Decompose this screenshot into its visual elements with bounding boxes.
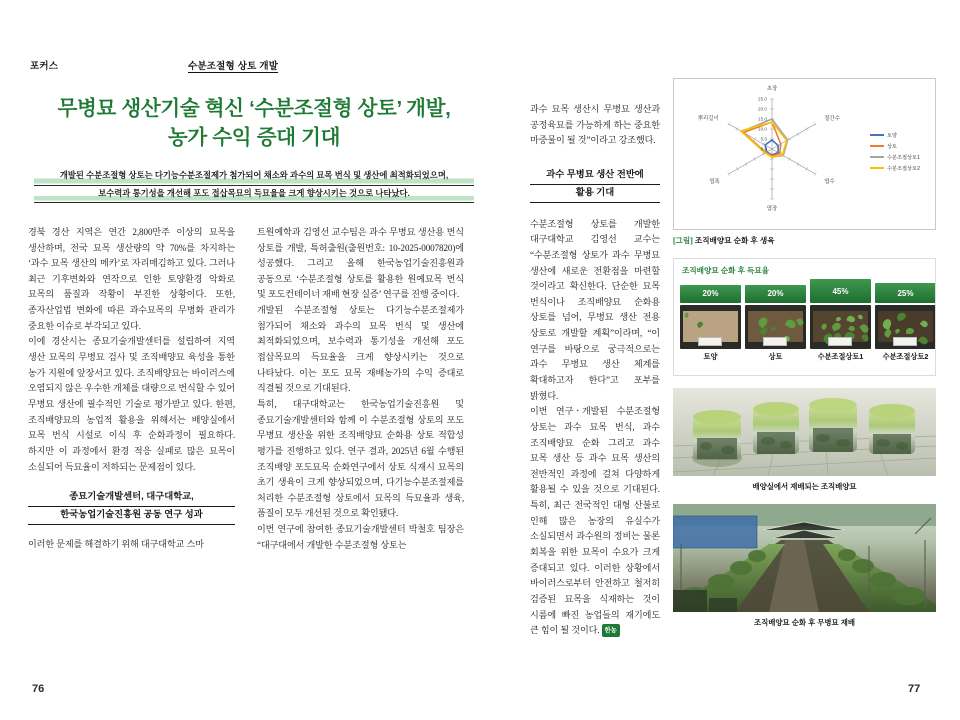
right-text-column	[530, 102, 660, 639]
page-left	[28, 78, 480, 658]
bar-cell	[810, 281, 871, 362]
paragraph: 특히, 대구대학교는 한국농업기술진흥원 및 종묘기술개발센터와 함께 이 수분조절형 상토의 포도 무병묘 생산을 위한 조직배양묘 순화용 상토 적합성 평가를 진행하고 있다. 연구 결과, 2025년 6월 수행된 조직배양 포도묘목 순화연구에서 상토 식재시 묘목의 초기 생육이 크게 향상되었으며, 다기능수분조절제를 처리한 수분조절형 상토에서 묘목의 득묘율과 생육, 품질이 모두 개선된 것으로 확인됐다.	[257, 398, 464, 519]
bar-cell-label: 수분조절상토1	[817, 352, 864, 361]
svg-text:엽수: 엽수	[824, 179, 835, 185]
headline-line-1: 무병묘 생산기술 혁신 ‘수분조절형 상토’ 개발,	[57, 97, 451, 120]
bar-cell-label: 수분조절상토2	[882, 351, 929, 361]
paragraph: 경북 경산 지역은 연간 2,800만주 이상의 묘목을 생산하며, 전국 묘목 생산량의 약 70%를 차지하는 ‘과수 묘목 생산의 메카’로 자리매김하고 있다. 그러나 최근 기후변화와 연작으로 인한 토양환경 악화로 묘목의 품질과 작황이 부진한 상황이다. 또한, 종자산업법 변화에 따른 과수묘목의 무병화 관리가 중요한 이슈로 부각되고 있다.	[28, 226, 235, 331]
specimen-photo	[680, 305, 741, 349]
bar-cell-label: 상토	[768, 351, 783, 361]
photo-culture-room	[673, 388, 936, 476]
bar-panel	[673, 258, 936, 376]
svg-text:수분조절상토2: 수분조절상토2	[887, 166, 920, 172]
svg-text:토양: 토양	[887, 133, 898, 139]
body-columns	[28, 225, 480, 553]
photo-greenhouse	[673, 504, 936, 612]
value-badge: 20%	[680, 285, 741, 303]
column-1	[28, 225, 235, 553]
specimen-photo	[875, 305, 936, 349]
paragraph: 이번 연구에 참여한 종묘기술개발센터 박철호 팀장은 “대구대에서 개발한 수분조절형 상토는	[257, 524, 464, 550]
figure-caption-text: 조직배양묘 순화 후 생육	[694, 236, 775, 245]
radar-chart-svg	[674, 79, 937, 231]
subhead-line-1: 과수 무병묘 생산 전반에	[530, 167, 660, 185]
value-badge: 45%	[810, 279, 871, 303]
bar-cell	[680, 281, 741, 362]
svg-text:0.0: 0.0	[760, 146, 767, 152]
bar-cell-label: 토양	[703, 351, 718, 361]
deck-line-1: 개발된 수분조절형 상토는 다기능수분조절제가 첨가되어 채소와 과수의 묘목 번식 및 생산에 최적화되었으며,	[34, 168, 474, 185]
subhead-line-2: 한국농업기술진흥원 공동 연구 성과	[28, 507, 235, 525]
radar-chart	[673, 78, 936, 230]
svg-text:뿌리길이: 뿌리길이	[697, 116, 719, 122]
bar-panel-title: 조직배양묘 순화 후 득묘율	[682, 266, 770, 275]
paragraph: 과수 묘목 생산시 무병묘 생산과 공정육묘를 가능하게 하는 중요한 마중물이 될 것”이라고 강조했다.	[530, 104, 660, 146]
paragraph-text: 이번 연구ㆍ개발된 수분조절형 상토는 과수 묘목 번식, 과수 조직배양묘 순화 그리고 과수 묘목 생산 등 과수 묘목 생산의 전반적인 과정에 걸쳐 다양하게 활용될 수 있을 것으로 기대된다. 특히, 최근 전국적인 대형 산불로 인해 많은 농장의 유실수가 소실되면서 과수원의 정비는 물론 회복을 위한 묘목이 수요가 크게 증대되고 있다. 이러한 상황에서 바이러스로부터 안전하고 철저히 검증된 묘목을 식재하는 것이 시름에 빠진 농업들의 재기에도 큰 힘이 될 것이다.	[530, 406, 660, 636]
page-title	[28, 78, 480, 152]
paragraph: 이에 경산시는 종묘기술개발센터를 설립하여 지역 생산 묘목의 무병묘 검사 및 조직배양묘 육성을 통한 농가 지원에 앞장서고 있다. 조직배양묘는 바이러스에 오염되지 않은 우수한 개체를 대량으로 번식할 수 있어 무병묘 생산에 필수적인 기술로 평가받고 있다. 한편, 조직배양묘의 농업적 활용을 위해서는 배양실에서 묘목 번식 시설로 이식 후 순화과정이 필요하다. 하지만 이 과정에서 환경 적응 실패로 많은 묘목이 소실되어 득묘율이 저하되는 문제점이 있다.	[28, 336, 235, 472]
svg-text:엽장: 엽장	[766, 206, 778, 212]
bar-cell	[875, 281, 936, 362]
running-head-topic: 수분조절형 상토 개발	[188, 61, 279, 72]
end-mark: 한농	[602, 624, 620, 637]
figure-tag: [그림]	[673, 236, 693, 245]
svg-text:20.0: 20.0	[758, 106, 767, 112]
value-badge: 20%	[745, 285, 806, 303]
svg-text:15.0: 15.0	[758, 116, 767, 122]
paragraph: 수분조절형 상토를 개발한 대구대학교 김영선 교수는 “수분조절형 상토가 과수 무병묘 생산에 새로운 전환점을 마련할 것이라고 확신한다. 단순한 묘목 번식이나 조직배양묘 순화용 상토를 넘어, 무병묘 생산 전용 상토로 개발할 계획”이라며, “이 연구를 바탕으로 궁극적으로는 과수 무병묘 생산 체계를 확대하고자 한다”고 포부를 밝혔다.	[530, 218, 660, 401]
value-badge: 25%	[875, 283, 936, 303]
column-2	[257, 225, 464, 553]
svg-text:25.0: 25.0	[758, 96, 767, 102]
paragraph: 이러한 문제를 해결하기 위해 대구대학교 스마	[28, 538, 204, 549]
running-head-section: 포커스	[30, 61, 59, 72]
paragraph	[530, 404, 660, 639]
svg-text:절간수: 절간수	[824, 116, 840, 122]
deck-line-2: 보수력과 통기성을 개선해 포도 접삽목묘의 득묘율을 크게 향상시키는 것으로 나타났다.	[34, 186, 474, 203]
subhead-line-1: 종묘기술개발센터, 대구대학교,	[28, 489, 235, 507]
figure-caption	[673, 235, 936, 246]
svg-text:5.0: 5.0	[760, 136, 767, 142]
section-subhead	[28, 489, 235, 525]
folio-left: 76	[32, 683, 45, 695]
photo-caption: 조직배양묘 순화 후 무병묘 재배	[753, 618, 856, 627]
bar-panel-cells	[680, 281, 936, 362]
svg-text:상토: 상토	[887, 144, 898, 150]
bar-cell	[745, 281, 806, 362]
svg-text:초장: 초장	[766, 86, 778, 92]
photo-culture-room-graphic	[673, 388, 936, 476]
subhead-line-2: 활용 기대	[530, 185, 660, 203]
headline-line-2: 농가 수익 증대 기대	[167, 126, 341, 150]
paragraph: 개발된 수분조절형 상토는 다기능수분조절제가 첨가되어 채소와 과수의 묘목 번식 및 생산에 최적화되었으며, 보수력과 통기성을 개선해 포도 접삽목묘의 득묘율을 크게 향상시키는 것으로 나타났다. 이는 포도 묘목 재배농가의 수익 증대로 직결될 것으로 기대된다.	[257, 305, 464, 394]
specimen-photo	[810, 305, 871, 349]
specimen-photo	[745, 305, 806, 349]
svg-text:엽폭: 엽폭	[709, 179, 720, 185]
folio-right: 77	[908, 683, 921, 695]
page-right	[508, 78, 936, 658]
paragraph: 트원예학과 김영선 교수팀은 과수 무병묘 생산용 번식 상토를 개발, 특허출원(출원번호: 10-2025-0007820)에 성공했다. 그리고 올해 한국농업기술진흥원과 공동으로 ‘수분조절형 상토를 활용한 원예묘목 번식 및 포도컨테이너 재배 현장 실증’ 연구를 진행 중이다.	[257, 226, 464, 300]
photo-caption: 배양실에서 재배되는 조직배양묘	[752, 482, 857, 491]
svg-text:수분조절상토1: 수분조절상토1	[887, 155, 920, 161]
section-subhead	[530, 167, 660, 203]
figure-column	[673, 78, 936, 628]
svg-text:10.0: 10.0	[758, 126, 767, 132]
photo-greenhouse-graphic	[673, 504, 936, 612]
deck	[34, 168, 474, 203]
